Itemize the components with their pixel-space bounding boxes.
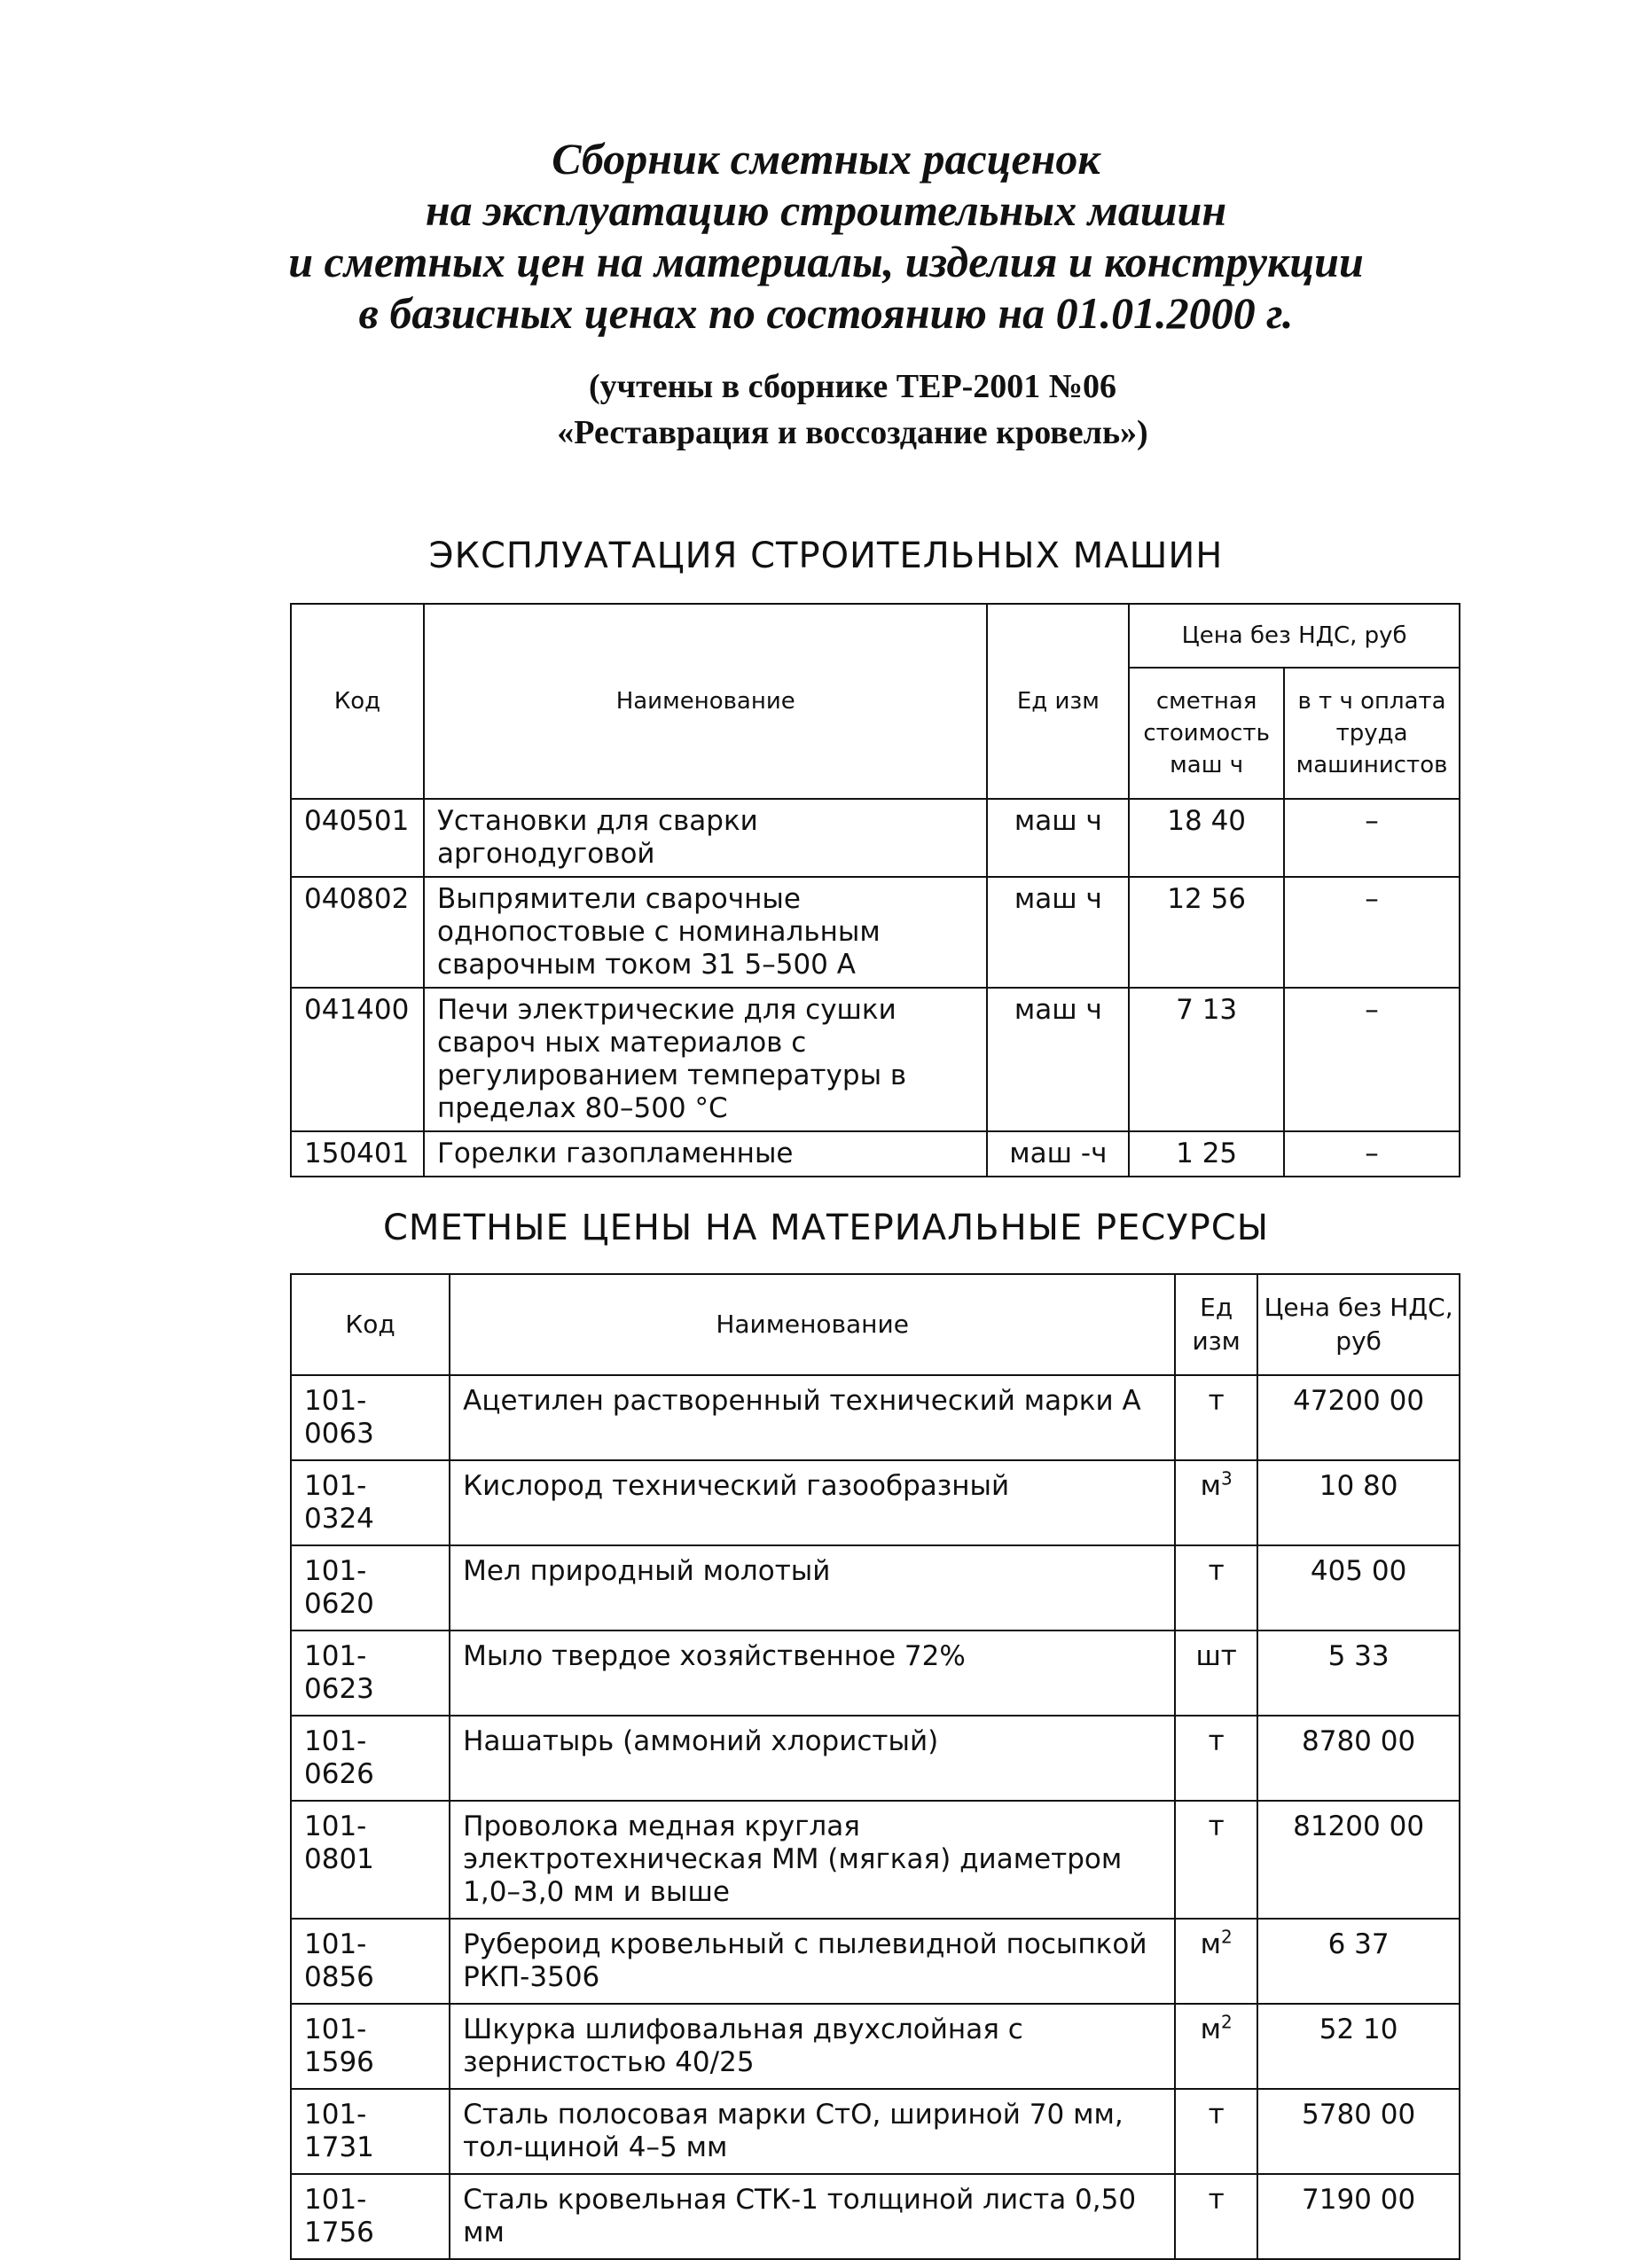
document-subtitle <box>0 364 1652 456</box>
cell-code: 101-1596 <box>291 2004 450 2089</box>
table-row <box>291 1716 1460 1801</box>
unit-text: т <box>1208 2099 1225 2131</box>
cell-code: 101-0856 <box>291 1919 450 2004</box>
unit-text: шт <box>1195 1640 1237 1672</box>
materials-heading: СМЕТНЫЕ ЦЕНЫ НА МАТЕРИАЛЬНЫЕ РЕСУРСЫ <box>383 1208 1269 1248</box>
title-line: и сметных цен на материалы, изделия и конструкции <box>288 237 1364 286</box>
unit-text: м <box>1200 1928 1221 1960</box>
cell-unit: маш ч <box>987 988 1129 1131</box>
machines-table <box>290 603 1460 1177</box>
unit-text: м <box>1200 2014 1221 2045</box>
cell-cost: 18 40 <box>1129 799 1284 877</box>
cell-name: Кислород технический газообразный <box>450 1460 1175 1545</box>
unit-exponent: 2 <box>1220 2011 1233 2033</box>
unit-text: т <box>1208 1810 1225 1842</box>
cell-unit <box>1175 1630 1257 1716</box>
subtitle-line: «Реставрация и воссоздание кровель») <box>557 414 1148 451</box>
unit-text: т <box>1208 2184 1225 2216</box>
cell-name: Мыло твердое хозяйственное 72% <box>450 1630 1175 1716</box>
cell-price: 7190 00 <box>1257 2174 1460 2259</box>
cell-name: Нашатырь (аммоний хлористый) <box>450 1716 1175 1801</box>
document-title <box>0 133 1652 339</box>
unit-text: т <box>1208 1555 1225 1587</box>
cell-unit: маш -ч <box>987 1131 1129 1177</box>
cell-name: Проволока медная круглая электротехническая ММ (мягкая) диаметром 1,0–3,0 мм и выше <box>450 1801 1175 1919</box>
cell-price: 81200 00 <box>1257 1801 1460 1919</box>
unit-text: т <box>1208 1385 1225 1417</box>
cell-price: 47200 00 <box>1257 1375 1460 1460</box>
table-row <box>291 1375 1460 1460</box>
cell-unit <box>1175 2174 1257 2259</box>
header-unit: Ед изм <box>987 604 1129 799</box>
header-name: Наименование <box>450 1274 1175 1375</box>
unit-text: м <box>1200 1470 1221 1502</box>
cell-price: 5780 00 <box>1257 2089 1460 2174</box>
cell-name: Сталь полосовая марки СтО, шириной 70 мм, тол-щиной 4–5 мм <box>450 2089 1175 2174</box>
table-row <box>291 1545 1460 1630</box>
unit-exponent: 3 <box>1220 1467 1233 1490</box>
cell-price: 8780 00 <box>1257 1716 1460 1801</box>
cell-code: 101-0063 <box>291 1375 450 1460</box>
table-row <box>291 2004 1460 2089</box>
cell-cost: 7 13 <box>1129 988 1284 1131</box>
table-row <box>291 988 1460 1131</box>
header-labor: в т ч оплата труда машинистов <box>1284 668 1460 799</box>
cell-price: 10 80 <box>1257 1460 1460 1545</box>
cell-price: 405 00 <box>1257 1545 1460 1630</box>
title-line: Сборник сметных расценок <box>552 134 1100 184</box>
cell-unit: маш ч <box>987 799 1129 877</box>
header-cost: сметная стоимость маш ч <box>1129 668 1284 799</box>
cell-code: 101-0623 <box>291 1630 450 1716</box>
cell-code: 101-1731 <box>291 2089 450 2174</box>
cell-code: 040501 <box>291 799 424 877</box>
table-row <box>291 2174 1460 2259</box>
cell-unit <box>1175 1545 1257 1630</box>
cell-unit <box>1175 1460 1257 1545</box>
cell-unit <box>1175 1375 1257 1460</box>
materials-table <box>290 1273 1460 2260</box>
cell-code: 101-0626 <box>291 1716 450 1801</box>
cell-code: 101-0801 <box>291 1801 450 1919</box>
title-line: в базисных ценах по состоянию на 01.01.2000 г. <box>358 288 1294 338</box>
cell-cost: 12 56 <box>1129 877 1284 988</box>
cell-cost: 1 25 <box>1129 1131 1284 1177</box>
cell-code: 101-0324 <box>291 1460 450 1545</box>
cell-name: Ацетилен растворенный технический марки А <box>450 1375 1175 1460</box>
cell-unit <box>1175 2004 1257 2089</box>
cell-labor: – <box>1284 877 1460 988</box>
table-row <box>291 877 1460 988</box>
header-name: Наименование <box>424 604 988 799</box>
cell-code: 101-0620 <box>291 1545 450 1630</box>
cell-unit <box>1175 1801 1257 1919</box>
cell-code: 040802 <box>291 877 424 988</box>
header-price-group: Цена без НДС, руб <box>1129 604 1460 668</box>
cell-price: 5 33 <box>1257 1630 1460 1716</box>
cell-name: Шкурка шлифовальная двухслойная с зернистостью 40/25 <box>450 2004 1175 2089</box>
cell-labor: – <box>1284 988 1460 1131</box>
subtitle-line: (учтены в сборнике ТЕР-2001 №06 <box>588 368 1116 405</box>
cell-price: 52 10 <box>1257 2004 1460 2089</box>
header-price: Цена без НДС, руб <box>1257 1274 1460 1375</box>
cell-name: Печи электрические для сушки свароч ных материалов с регулированием температуры в пределах 80–500 °С <box>424 988 988 1131</box>
cell-price: 6 37 <box>1257 1919 1460 2004</box>
table-row <box>291 1919 1460 2004</box>
cell-code: 150401 <box>291 1131 424 1177</box>
cell-name: Выпрямители сварочные однопостовые с номинальным сварочным током 31 5–500 А <box>424 877 988 988</box>
machines-heading: ЭКСПЛУАТАЦИЯ СТРОИТЕЛЬНЫХ МАШИН <box>428 536 1224 576</box>
cell-unit <box>1175 2089 1257 2174</box>
cell-name: Горелки газопламенные <box>424 1131 988 1177</box>
cell-unit: маш ч <box>987 877 1129 988</box>
cell-labor: – <box>1284 799 1460 877</box>
cell-code: 101-1756 <box>291 2174 450 2259</box>
cell-name: Мел природный молотый <box>450 1545 1175 1630</box>
header-unit: Ед изм <box>1175 1274 1257 1375</box>
unit-exponent: 2 <box>1220 1926 1233 1948</box>
table-row <box>291 1801 1460 1919</box>
table-row <box>291 1131 1460 1177</box>
cell-name: Сталь кровельная СТК-1 толщиной листа 0,50 мм <box>450 2174 1175 2259</box>
cell-unit <box>1175 1716 1257 1801</box>
header-code: Код <box>291 1274 450 1375</box>
table-row <box>291 2089 1460 2174</box>
unit-text: т <box>1208 1725 1225 1757</box>
cell-name: Рубероид кровельный с пылевидной посыпкой РКП-3506 <box>450 1919 1175 2004</box>
title-line: на эксплуатацию строительных машин <box>425 185 1227 235</box>
cell-unit <box>1175 1919 1257 2004</box>
cell-name: Установки для сварки аргонодуговой <box>424 799 988 877</box>
header-code: Код <box>291 604 424 799</box>
table-row <box>291 799 1460 877</box>
cell-code: 041400 <box>291 988 424 1131</box>
table-row <box>291 1460 1460 1545</box>
cell-labor: – <box>1284 1131 1460 1177</box>
table-row <box>291 1630 1460 1716</box>
